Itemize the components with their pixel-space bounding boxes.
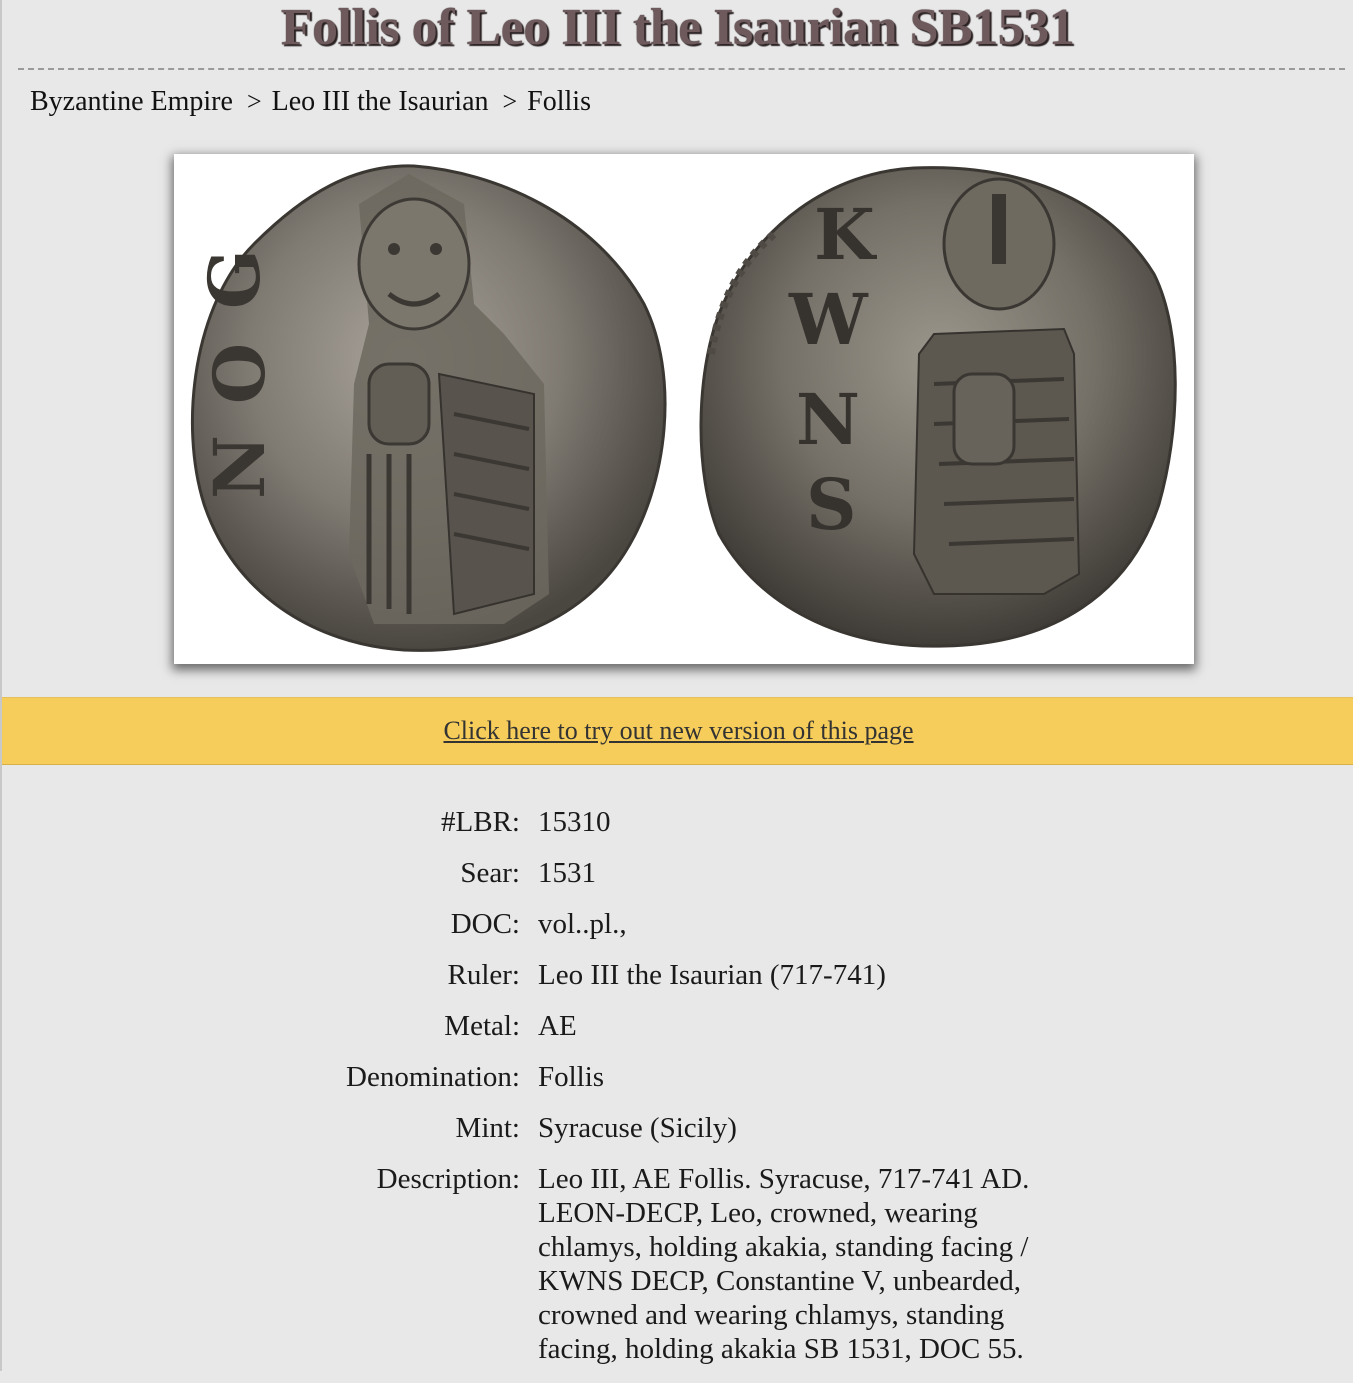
description-label: Description: <box>376 1163 520 1195</box>
new-version-banner <box>2 697 1353 765</box>
detail-row-mint <box>2 1111 1353 1145</box>
ruler-value: Leo III the Isaurian (717-741) <box>538 959 886 991</box>
reverse-coin <box>701 168 1175 647</box>
svg-text:S: S <box>806 463 857 546</box>
denomination-label: Denomination: <box>346 1061 520 1093</box>
metal-label: Metal: <box>444 1010 520 1042</box>
page-title: Follis of Leo III the Isaurian SB1531 <box>280 0 1075 56</box>
breadcrumb <box>30 86 591 118</box>
svg-text:O: O <box>198 343 281 404</box>
svg-text:N: N <box>198 435 281 499</box>
detail-row-sear <box>2 856 1353 890</box>
mint-value: Syracuse (Sicily) <box>538 1112 737 1144</box>
doc-value: vol..pl., <box>538 908 627 940</box>
sear-value: 1531 <box>538 857 596 889</box>
ruler-label: Ruler: <box>447 959 520 991</box>
detail-row-metal <box>2 1009 1353 1043</box>
detail-row-lbr <box>2 805 1353 839</box>
coin-details <box>2 805 1353 1383</box>
denomination-value: Follis <box>538 1061 605 1093</box>
doc-label: DOC: <box>450 908 520 940</box>
description-value: Leo III, AE Follis. Syracuse, 717-741 AD. LEON-DECP, Leo, crowned, wearing chlamys, holding akakia, standing facing / KWNS DECP, Constantine V, unbearded, crowned and wearing chlamys, standing facing, holding akakia SB 1531, DOC 55. <box>538 1163 1030 1365</box>
breadcrumb-item-denomination[interactable]: Follis <box>527 86 591 117</box>
obverse-coin <box>192 166 665 650</box>
detail-row-denomination <box>2 1060 1353 1094</box>
title-divider <box>18 68 1345 70</box>
svg-text:W: W <box>789 278 868 361</box>
lbr-value: 15310 <box>538 806 611 838</box>
breadcrumb-separator: > <box>502 87 518 116</box>
breadcrumb-item-ruler[interactable]: Leo III the Isaurian <box>271 86 489 117</box>
coin-photo[interactable] <box>174 154 1194 664</box>
coin-image <box>174 154 1194 664</box>
detail-row-description <box>2 1162 1353 1366</box>
mint-label: Mint: <box>455 1112 520 1144</box>
svg-text:K: K <box>814 193 875 276</box>
breadcrumb-separator: > <box>246 87 262 116</box>
detail-row-ruler <box>2 958 1353 992</box>
lbr-label: #LBR: <box>441 806 520 838</box>
svg-text:N: N <box>796 378 860 461</box>
breadcrumb-item-empire[interactable]: Byzantine Empire <box>30 86 233 117</box>
new-version-link[interactable]: Click here to try out new version of this page <box>443 716 914 745</box>
metal-value: AE <box>538 1010 577 1042</box>
sear-label: Sear: <box>460 857 520 889</box>
detail-row-doc <box>2 907 1353 941</box>
svg-text:G: G <box>193 249 276 309</box>
